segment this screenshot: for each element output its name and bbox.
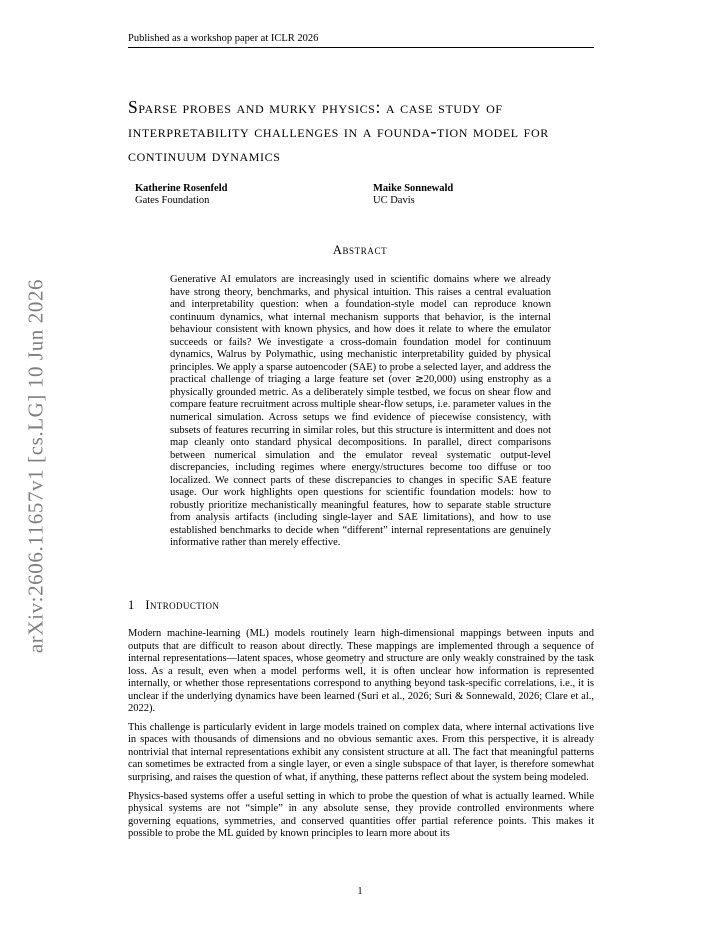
author-block — [373, 183, 453, 207]
paper-title: Sparse probes and murky physics: a case study of interpretability challenges in a founda-tion model for continuum dynamics — [128, 97, 549, 165]
author-affiliation: Gates Foundation — [135, 195, 210, 206]
arxiv-stamp: arXiv:2606.11657v1 [cs.LG] 10 Jun 2026 — [23, 278, 48, 654]
section-heading — [128, 598, 219, 613]
body-paragraph: Physics-based systems offer a useful setting in which to probe the question of what is actually learned. While physical systems are not “simple” in any absolute sense, they provide controlled environments where governing equations, symmetries, and conserved quantities offer partial reference points. This makes it possible to probe the ML guided by known principles to learn more about its — [128, 790, 594, 840]
body-paragraph: This challenge is particularly evident in large models trained on complex data, where internal activations live in spaces with thousands of dimensions and no obvious semantic axes. From this perspective, it is already nontrivial that internal representations exhibit any consistent structure at all. The fact that meaningful patterns can sometimes be extracted from a single layer, or even a single subspace of that layer, is therefore somewhat surprising, and raises the question of what, if anything, these patterns reflect about the system being modeled. — [128, 721, 594, 784]
author-name: Maike Sonnewald — [373, 183, 454, 194]
author-block — [135, 183, 227, 207]
abstract-heading: Abstract — [332, 243, 388, 257]
running-header — [128, 33, 594, 48]
body-paragraph: Modern machine-learning (ML) models routinely learn high-dimensional mappings between inputs and outputs that are difficult to reason about directly. These mappings are implemented through a sequence of internal representations—latent spaces, whose geometry and structure are only weakly constrained by the task loss. As a result, even when a model performs well, it is often unclear how information is represented internally, or whether those representations correspond to anything beyond task-specific correlations, i.e., it is unclear if the underlying dynamics have been learned (Suri et al., 2026; Suri & Sonnewald, 2026; Clare et al., 2022). — [128, 628, 594, 715]
page-number: 1 — [357, 886, 363, 897]
venue-note: Published as a workshop paper at ICLR 2026 — [128, 33, 319, 44]
abstract-text: Generative AI emulators are increasingly used in scientific domains where we already have strong theory, benchmarks, and physical intuition. This raises a central evaluation and interpretability question: when a foundation-style model can reproduce known continuum dynamics, what internal mechanism supports that behavior, is the internal behaviour consistent with known physics, and how does it relate to where the emulator succeeds or fails? We investigate a cross-domain foundation model for continuum dynamics, Walrus by Polymathic, using mechanistic interpretability guided by physical principles. We apply a sparse autoencoder (SAE) to probe a selected layer, and address the practical challenge of triaging a large feature set (over ≳20,000) using enstrophy as a physically grounded metric. As a deliberately simple testbed, we focus on shear flow and compare feature recruitment across multiple shear-flow setups, i.e. parameter values in the numerical simulation. Across setups we find evidence of piecewise consistency, with subsets of features recurring in similar roles, but this structure is intermittent and does not map cleanly onto standard physical decompositions. In parallel, direct comparisons between numerical simulation and the emulator reveal systematic output-level discrepancies, including regimes where energy/structures become too diffuse or too localized. We connect parts of these discrepancies to changes in specific SAE feature usage. Our work highlights open questions for scientific foundation models: how to robustly prioritize mechanistically meaningful features, how to separate stable structure from analysis artifacts (including single-layer and SAE limitations), and how to use established benchmarks to decide when “different” internal representations are genuinely informative rather than merely effective. — [170, 274, 551, 549]
section-title: Introduction — [145, 598, 220, 612]
introduction-body — [128, 628, 594, 847]
author-affiliation: UC Davis — [373, 195, 415, 206]
section-number: 1 — [128, 598, 135, 612]
author-name: Katherine Rosenfeld — [135, 183, 228, 194]
